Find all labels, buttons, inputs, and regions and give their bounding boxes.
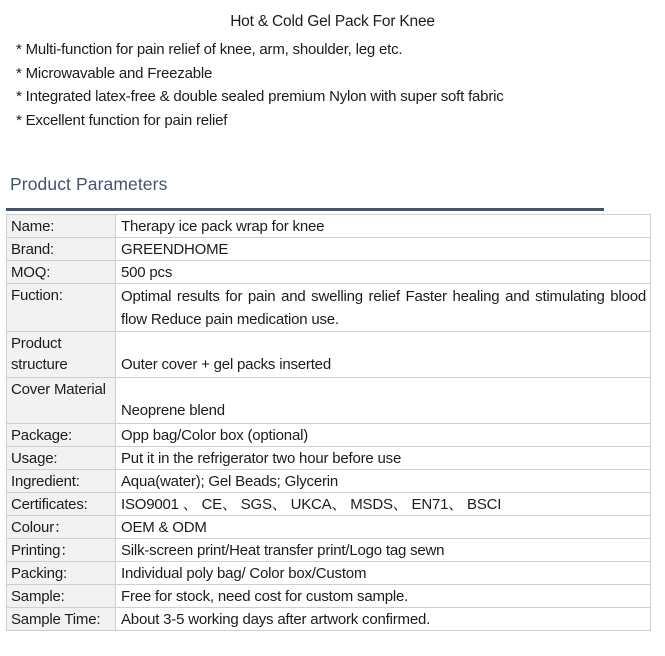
feature-bullet: * Microwavable and Freezable: [16, 64, 213, 82]
param-label: Fuction:: [7, 284, 116, 332]
param-label: Product structure: [7, 332, 116, 378]
table-row: [7, 238, 651, 261]
section-heading-underline: [6, 208, 604, 211]
table-row: [7, 447, 651, 470]
table-row: [7, 424, 651, 447]
param-value: Silk-screen print/Heat transfer print/Logo tag sewn: [116, 539, 651, 562]
table-row: [7, 608, 651, 631]
feature-bullet: * Integrated latex-free & double sealed premium Nylon with super soft fabric: [16, 88, 504, 105]
product-parameters-table: [6, 214, 651, 631]
table-row: [7, 493, 651, 516]
param-label: Certificates:: [7, 493, 116, 516]
param-label: Packing:: [7, 562, 116, 585]
table-row: [7, 470, 651, 493]
param-value: Individual poly bag/ Color box/Custom: [116, 562, 651, 585]
param-value: OEM & ODM: [116, 516, 651, 539]
param-value: ISO9001 、 CE、 SGS、 UKCA、 MSDS、 EN71、 BSCI: [116, 493, 651, 516]
param-value: About 3-5 working days after artwork confirmed.: [116, 608, 651, 631]
param-value: Opp bag/Color box (optional): [116, 424, 651, 447]
table-row: [7, 284, 651, 332]
param-label: Ingredient:: [7, 470, 116, 493]
param-value: Outer cover + gel packs inserted: [116, 332, 651, 378]
param-value: Therapy ice pack wrap for knee: [116, 215, 651, 238]
param-label: Sample:: [7, 585, 116, 608]
table-row: [7, 215, 651, 238]
feature-bullet: * Excellent function for pain relief: [16, 111, 228, 129]
feature-bullet: * Multi-function for pain relief of knee, arm, shoulder, leg etc.: [16, 41, 403, 58]
param-value: Put it in the refrigerator two hour before use: [116, 447, 651, 470]
section-heading-product-parameters: Product Parameters: [10, 174, 168, 194]
feature-bullet-list: [16, 38, 665, 132]
param-label: Name:: [7, 215, 116, 238]
param-label: Sample Time:: [7, 608, 116, 631]
table-row: [7, 516, 651, 539]
param-label: Package:: [7, 424, 116, 447]
param-label: MOQ:: [7, 261, 116, 284]
param-label: Cover Material: [7, 378, 116, 424]
param-value: Aqua(water); Gel Beads; Glycerin: [116, 470, 651, 493]
table-row: [7, 539, 651, 562]
param-value: Free for stock, need cost for custom sample.: [116, 585, 651, 608]
page-title: Hot & Cold Gel Pack For Knee: [230, 13, 435, 30]
param-label: Usage:: [7, 447, 116, 470]
param-value: GREENDHOME: [116, 238, 651, 261]
table-row: [7, 378, 651, 424]
param-label: Printing：: [7, 539, 116, 562]
table-row: [7, 261, 651, 284]
param-value: Optimal results for pain and swelling relief Faster healing and stimulating blood flow Reduce pain medication use.: [116, 284, 651, 332]
param-value: Neoprene blend: [116, 378, 651, 424]
table-row: [7, 332, 651, 378]
param-label: Colour：: [7, 516, 116, 539]
table-row: [7, 562, 651, 585]
table-row: [7, 585, 651, 608]
param-value: 500 pcs: [116, 261, 651, 284]
param-label: Brand:: [7, 238, 116, 261]
